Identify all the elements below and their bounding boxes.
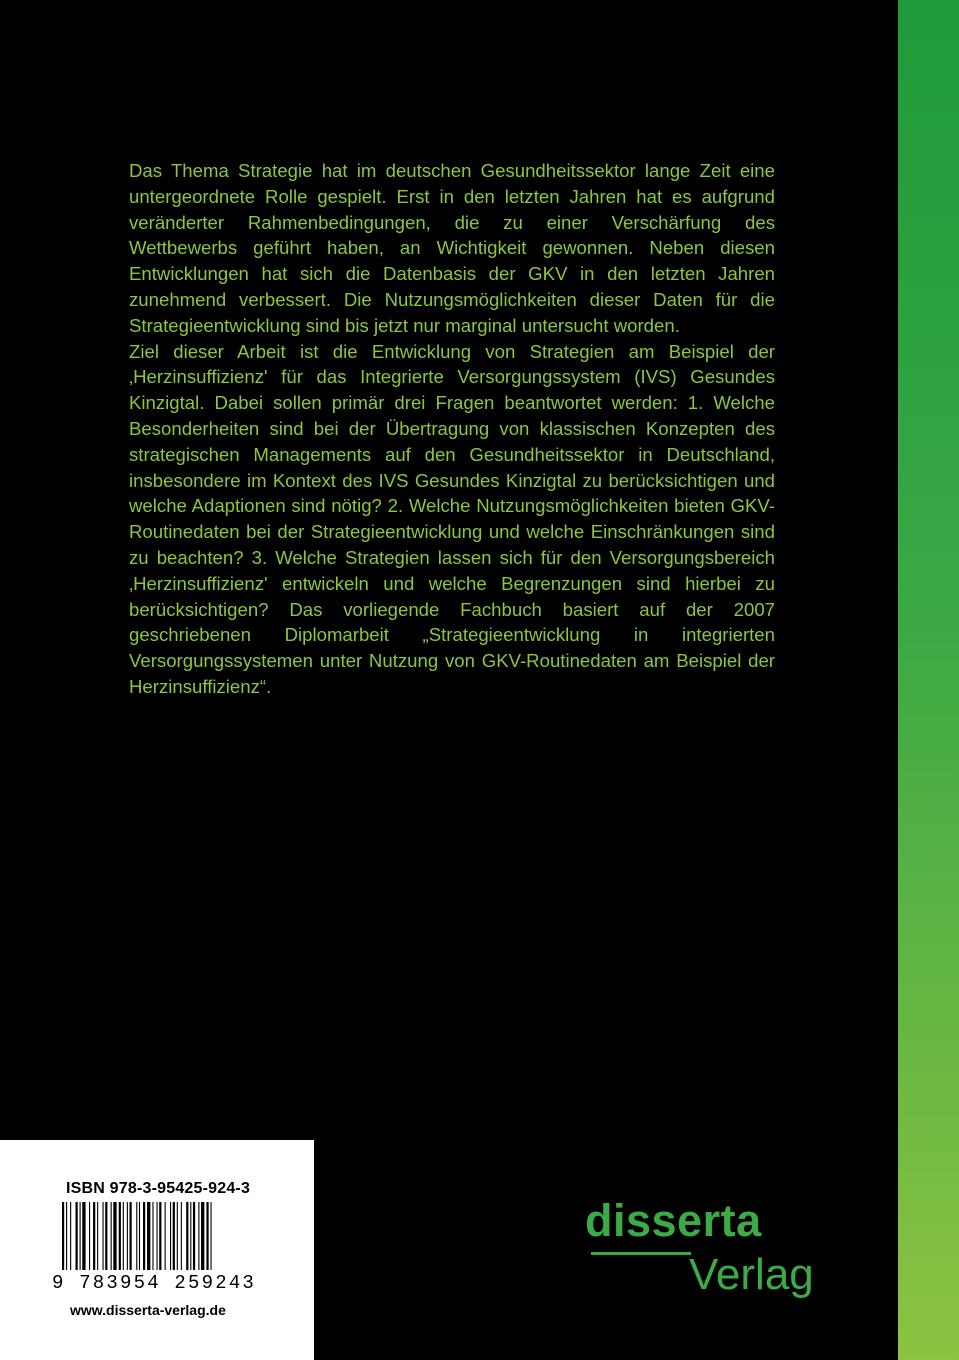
logo-underline (591, 1252, 691, 1255)
publisher-website: www.disserta-verlag.de (70, 1302, 226, 1318)
back-cover-blurb (129, 158, 775, 700)
green-side-strip (898, 0, 959, 1360)
barcode-icon (62, 1202, 252, 1272)
isbn-label: ISBN 978-3-95425-924-3 (66, 1180, 251, 1197)
publisher-logo (585, 1196, 845, 1316)
blurb-paragraph-1: Das Thema Strategie hat im deutschen Gesundheitssektor lange Zeit eine untergeordnete Rolle gespielt. Erst in den letzten Jahren hat es aufgrund veränderter Rahmenbedingungen, die zu einer Verschärfung des Wettbewerbs geführt haben, an Wichtigkeit gewonnen. Neben diesen Entwicklungen hat sich die Datenbasis der GKV in den letzten Jahren zunehmend verbessert. Die Nutzungsmöglichkeiten dieser Daten für die Strategieentwicklung sind bis jetzt nur marginal untersucht worden. (129, 160, 775, 336)
logo-verlag: Verlag (689, 1250, 814, 1299)
logo-disserta: disserta (585, 1195, 762, 1246)
blurb-paragraph-2: Ziel dieser Arbeit ist die Entwicklung von Strategien am Beispiel der ‚Herzinsuffizienz' für das Integrierte Versorgungssystem (IVS) Gesundes Kinzigtal. Dabei sollen primär drei Fragen beantwortet werden: 1. Welche Besonderheiten sind bei der Übertragung von klassischen Konzepten des strategischen Managements auf den Gesundheitssektor in Deutschland, insbesondere im Kontext des IVS Gesundes Kinzigtal zu berücksichtigen und welche Adaptionen sind nötig? 2. Welche Nutzungsmöglichkeiten bieten GKV-Routinedaten bei der Strategieentwicklung und welche Einschränkungen sind zu beachten? 3. Welche Strategien lassen sich für den Versorgungsbereich ‚Herzinsuffizienz' entwickeln und welche Begrenzungen sind hierbei zu berücksichtigen? Das vorliegende Fachbuch basiert auf der 2007 geschriebenen Diplomarbeit „Strategieentwicklung in integrierten Versorgungssystemen unter Nutzung von GKV-Routinedaten am Beispiel der Herzinsuffizienz“. (129, 340, 775, 697)
barcode-digits: 9 783954 259243 (52, 1272, 257, 1294)
